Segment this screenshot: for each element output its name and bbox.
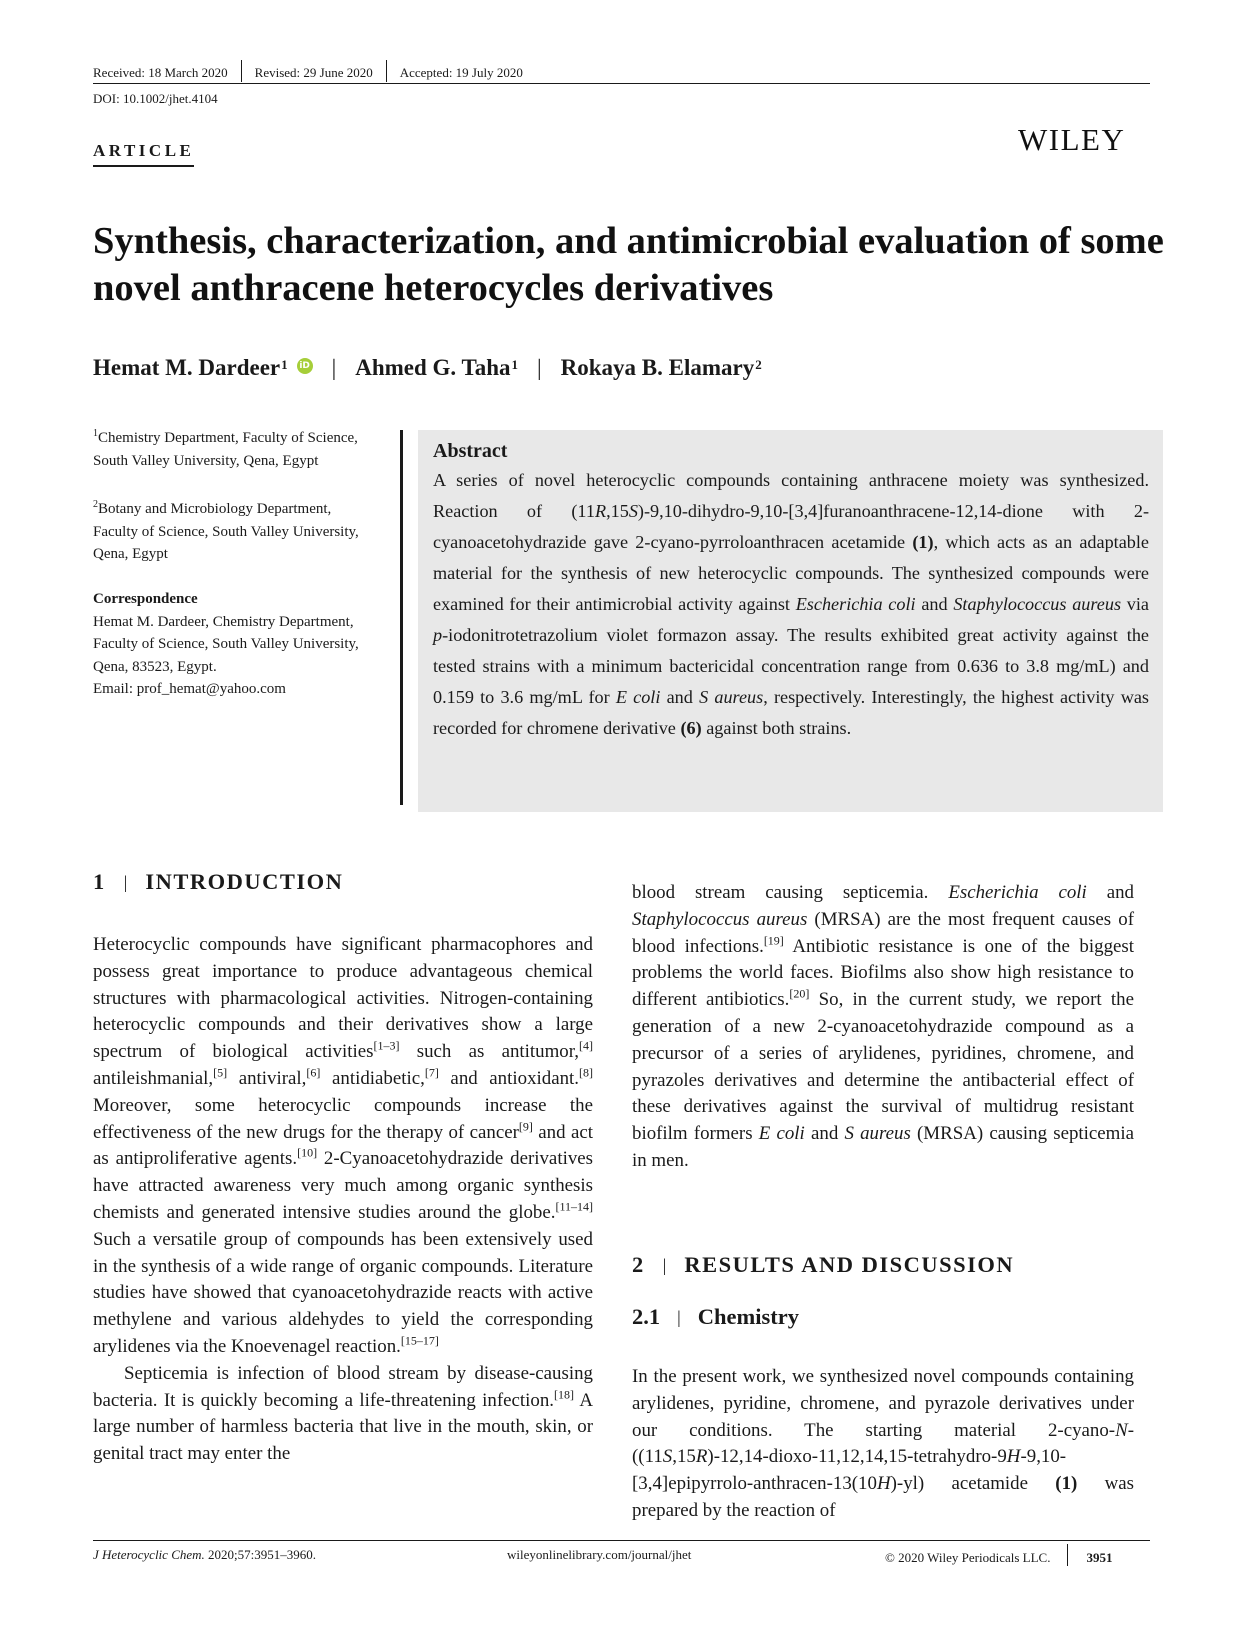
accepted-date: Accepted: 19 July 2020 bbox=[399, 65, 523, 80]
paragraph: In the present work, we synthesized novel compounds containing arylidenes, pyridine, chromene, and pyrazole derivatives under our conditions. The starting material 2-cyano-N-((11S,15R)-12,14-dioxo-11,12,14,15-tetrahydro-9H-9,10-[3,4]epipyrrolo-anthracen-13(10H)-yl) acetamide (1) was prepared by the reaction of bbox=[632, 1366, 1134, 1521]
abstract-heading: Abstract bbox=[433, 440, 508, 462]
subsection-number: 2.1 bbox=[632, 1304, 661, 1329]
chemistry-text bbox=[632, 1364, 1134, 1525]
divider bbox=[241, 60, 242, 82]
section-number: 2 bbox=[632, 1252, 645, 1277]
correspondence-heading: Correspondence bbox=[93, 591, 198, 607]
citation: 2020;57:3951–3960. bbox=[204, 1547, 317, 1562]
author-list bbox=[93, 355, 762, 381]
publisher-logo: WILEY bbox=[1018, 122, 1126, 157]
section-separator: | bbox=[662, 1254, 667, 1275]
paragraph: Septicemia is infection of blood stream by disease-causing bacteria. It is quickly becoming a life-threatening infection.[18] A large number of harmless bacteria that live in the mouth, skin, or genital tract may enter the bbox=[93, 1362, 593, 1465]
author-affiliation-mark: 2 bbox=[755, 357, 762, 372]
left-column-text bbox=[93, 932, 593, 1468]
section-title: RESULTS AND DISCUSSION bbox=[684, 1252, 1015, 1277]
article-dates bbox=[93, 62, 523, 84]
author-affiliation-mark: 1 bbox=[281, 357, 288, 372]
orcid-icon[interactable]: iD bbox=[297, 358, 313, 374]
affiliation-number: 2 bbox=[93, 499, 98, 510]
footer-url[interactable]: wileyonlinelibrary.com/journal/jhet bbox=[507, 1547, 692, 1562]
journal-name: J Heterocyclic Chem. bbox=[93, 1547, 205, 1562]
affiliation bbox=[93, 427, 378, 472]
paragraph: blood stream causing septicemia. Escherichia coli and Staphylococcus aureus (MRSA) are the most frequent causes of blood infections.[19] Antibiotic resistance is one of the biggest problems the world faces. Biofilms also show high resistance to different antibiotics.[20] So, in the current study, we report the generation of a new 2-cyanoacetohydrazide compound as a precursor of a series of arylidenes, pyridines, chromene, and pyrazoles derivatives and determine the antibacterial effect of these derivatives against the survival of multidrug resistant biofilm formers E coli and S aureus (MRSA) causing septicemia in men. bbox=[632, 882, 1135, 1171]
footer-citation bbox=[93, 1547, 316, 1569]
correspondence-email[interactable]: Email: prof_hemat@yahoo.com bbox=[93, 681, 286, 697]
correspondence-text: Hemat M. Dardeer, Chemistry Department, Faculty of Science, South Valley University, Qena, 83523, Egypt. bbox=[93, 613, 359, 675]
affiliation-number: 1 bbox=[93, 428, 98, 439]
abstract-bar bbox=[400, 430, 403, 805]
header-rule bbox=[93, 83, 1150, 84]
article-type-label: ARTICLE bbox=[93, 141, 194, 167]
footer-right bbox=[885, 1547, 1112, 1569]
right-column-text bbox=[632, 880, 1134, 1175]
affiliation-text: Botany and Microbiology Department, Faculty of Science, South Valley University, Qena, Egypt bbox=[93, 501, 359, 562]
footer-rule bbox=[93, 1540, 1150, 1541]
page-number: 3951 bbox=[1086, 1550, 1113, 1565]
paragraph: Heterocyclic compounds have significant pharmacophores and possess great importance to produce advantageous chemical structures with pharmacological activities. Nitrogen-containing heterocyclic compounds and their derivatives show a large spectrum of biological activities[1–3] such as antitumor,[4] antileishmanial,[5] antiviral,[6] antidiabetic,[7] and antioxidant.[8] Moreover, some heterocyclic compounds increase the effectiveness of the new drugs for the therapy of cancer[9] and act as antiproliferative agents.[10] 2-Cyanoacetohydrazide derivatives have attracted awareness very much among organic synthesis chemists and generated intensive studies around the globe.[11–14] Such a versatile group of compounds has been extensively used in the synthesis of a wide range of organic compounds. Literature studies have showed that cyanoacetohydrazide reacts with active methylene and various aldehydes to yield the corresponding arylidenes via the Knoevenagel reaction.[15–17] bbox=[93, 934, 594, 1357]
author-affiliation-mark: 1 bbox=[511, 357, 519, 372]
author-name: Rokaya B. Elamary bbox=[560, 355, 755, 380]
section-separator: | bbox=[123, 871, 128, 892]
subsection-separator: | bbox=[677, 1306, 681, 1327]
paper-title: Synthesis, characterization, and antimicrobial evaluation of some novel anthracene heterocycles derivatives bbox=[93, 220, 1164, 309]
author-name: Hemat M. Dardeer bbox=[93, 355, 281, 380]
divider bbox=[386, 60, 387, 82]
section-heading-results bbox=[632, 1252, 1014, 1278]
subsection-title: Chemistry bbox=[697, 1304, 799, 1329]
affiliation-text: Chemistry Department, Faculty of Science, South Valley University, Qena, Egypt bbox=[93, 430, 358, 469]
author-separator: | bbox=[537, 355, 542, 380]
author-name: Ahmed G. Taha bbox=[355, 355, 511, 380]
affiliation bbox=[93, 498, 378, 566]
section-number: 1 bbox=[93, 869, 106, 894]
received-date: Received: 18 March 2020 bbox=[93, 65, 228, 80]
copyright: © 2020 Wiley Periodicals LLC. bbox=[885, 1550, 1051, 1565]
section-heading-introduction bbox=[93, 869, 343, 895]
doi: DOI: 10.1002/jhet.4104 bbox=[93, 91, 218, 106]
revised-date: Revised: 29 June 2020 bbox=[254, 65, 373, 80]
subsection-heading-chemistry bbox=[632, 1304, 799, 1330]
abstract-text: A series of novel heterocyclic compounds containing anthracene moiety was synthesized. Reaction of (11R,15S)-9,10-dihydro-9,10-[3,4]furanoanthracene-12,14-dione with 2-cyanoacetohydrazide gave 2-cyano-pyrroloanthracen acetamide (1), which acts as an adaptable material for the synthesis of new heterocyclic compounds. The synthesized compounds were examined for their antimicrobial activity against Escherichia coli and Staphylococcus aureus via p-iodonitrotetrazolium violet formazon assay. The results exhibited great activity against the tested strains with a minimum bactericidal concentration range from 0.636 to 3.8 mg/mL) and 0.159 to 3.6 mg/mL for E coli and S aureus, respectively. Interestingly, the highest activity was recorded for chromene derivative (6) against both strains. bbox=[433, 470, 1150, 738]
abstract-box bbox=[418, 430, 1163, 812]
author-separator: | bbox=[331, 355, 337, 380]
section-title: INTRODUCTION bbox=[145, 869, 344, 894]
correspondence bbox=[93, 588, 378, 701]
divider bbox=[1067, 1544, 1068, 1566]
